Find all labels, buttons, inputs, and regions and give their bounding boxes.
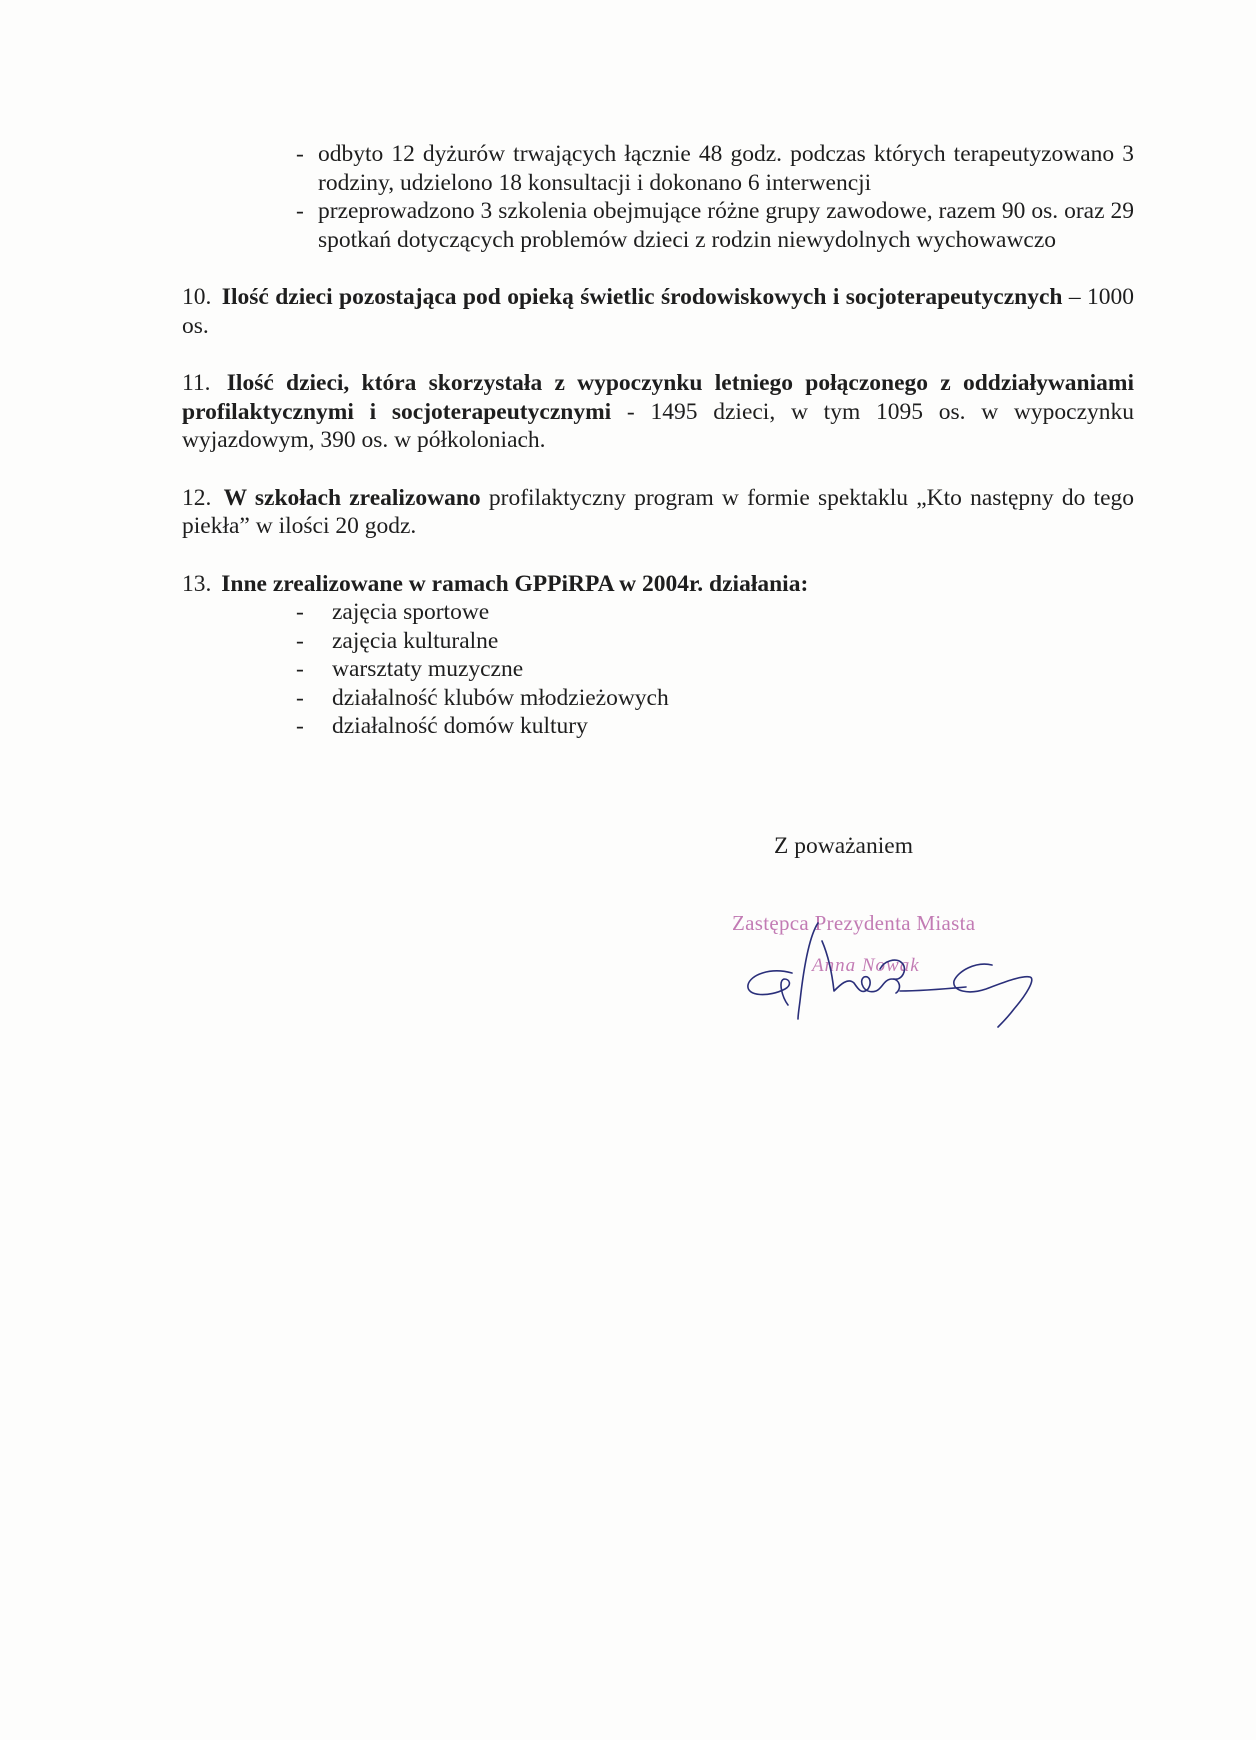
- list-item-text: odbyto 12 dyżurów trwających łącznie 48 godz. podczas których terapeutyzowano 3 rodziny, udzielono 18 konsultacji i dokonano 6 interwencji: [318, 141, 1134, 196]
- section-heading: Inne zrealizowane w ramach GPPiRPA w 2004r. działania:: [221, 570, 809, 597]
- section-number: 12.: [182, 484, 212, 511]
- section-12: [182, 484, 1134, 541]
- list-item: [182, 140, 1134, 197]
- other-activities-list: [182, 598, 1134, 741]
- section-text: - 1495 dzieci, w tym 1095 os. w wypoczynku wyjazdowym, 390 os. w półkoloniach.: [182, 398, 1135, 453]
- list-item: [182, 655, 1134, 684]
- activities-list: [182, 140, 1134, 254]
- list-dash: -: [296, 713, 304, 739]
- list-item-text: przeprowadzono 3 szkolenia obejmujące różne grupy zawodowe, razem 90 os. oraz 29 spotkań dotyczących problemów dzieci z rodzin niewydolnych wychowawczo: [318, 198, 1134, 253]
- document-body: [182, 140, 1134, 741]
- list-item: [182, 627, 1134, 656]
- list-dash: -: [296, 141, 304, 167]
- list-item-text: działalność klubów młodzieżowych: [332, 684, 669, 711]
- list-dash: -: [296, 599, 304, 625]
- section-number: 11.: [182, 370, 211, 396]
- list-dash: -: [296, 656, 304, 682]
- handwritten-signature: [730, 905, 1060, 1035]
- list-item: [182, 684, 1134, 713]
- list-item: [182, 197, 1134, 254]
- list-dash: -: [296, 627, 304, 654]
- section-heading: Ilość dzieci pozostająca pod opieką świetlic środowiskowych i socjoterapeutycznych: [221, 284, 1063, 310]
- section-text: profilaktyczny program w formie spektaklu „Kto następny do tego piekła” w ilości 20 godz.: [182, 484, 1135, 539]
- list-item-text: warsztaty muzyczne: [332, 656, 524, 682]
- list-item: [182, 598, 1134, 627]
- section-13: [182, 570, 1134, 599]
- stamp-name: Anna Nowak: [812, 955, 920, 976]
- list-dash: -: [296, 684, 304, 711]
- list-dash: -: [296, 198, 304, 224]
- section-11: [182, 369, 1134, 455]
- list-item-text: zajęcia sportowe: [332, 599, 490, 625]
- section-number: 13.: [182, 570, 212, 597]
- official-stamp: [730, 905, 1060, 1035]
- section-text: – 1000 os.: [182, 284, 1135, 339]
- list-item-text: działalność domów kultury: [332, 713, 588, 739]
- section-heading: W szkołach zrealizowano: [223, 484, 481, 511]
- list-item-text: zajęcia kulturalne: [332, 627, 499, 654]
- section-number: 10.: [182, 284, 212, 310]
- closing-salutation: Z poważaniem: [774, 833, 913, 859]
- list-item: [182, 712, 1134, 741]
- section-heading: Ilość dzieci, która skorzystała z wypoczynku letniego połączonego z oddziaływaniami profilaktycznymi i socjoterapeutycznymi: [182, 370, 1134, 425]
- stamp-title: Zastępca Prezydenta Miasta: [732, 911, 976, 935]
- section-10: [182, 283, 1134, 340]
